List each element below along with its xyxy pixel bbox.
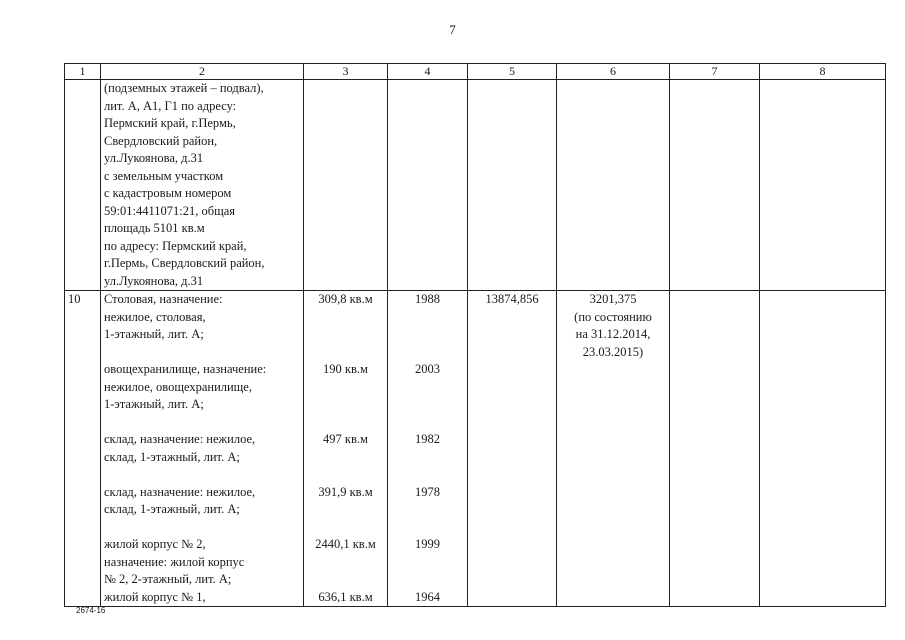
table-row [65, 80, 886, 291]
entry-year: 1982 [415, 432, 440, 446]
area-cell [304, 291, 388, 607]
entry-year: 1988 [415, 292, 440, 306]
col8-cell [760, 80, 886, 291]
entry-description: жилой корпус № 2, назначение: жилой корпус № 2, 2-этажный, лит. А; [104, 537, 245, 586]
entry-description: овощехранилище, назначение: нежилое, овощехранилище, 1-этажный, лит. А; [104, 362, 267, 411]
header-cell: 4 [388, 64, 468, 80]
cadastral-value-cell [557, 80, 670, 291]
entry-area: 309,8 кв.м [318, 292, 373, 306]
description-stack [104, 291, 300, 606]
area-stack [307, 291, 384, 606]
entry-area: 391,9 кв.м [318, 484, 373, 499]
area-cell [304, 80, 388, 291]
entry-description: склад, назначение: нежилое, склад, 1-этажный, лит. А; [104, 432, 256, 464]
year-cell [388, 80, 468, 291]
row-number-cell: 10 [65, 291, 101, 607]
value-cell [468, 80, 557, 291]
footer-code: 2674-16 [76, 606, 106, 615]
col7-cell [670, 80, 760, 291]
year-cell [388, 291, 468, 607]
cadastral-value-cell: 3201,375 (по состоянию на 31.12.2014, 23.03.2015) [557, 291, 670, 607]
entry-description: Столовая, назначение: нежилое, столовая, 1-этажный, лит. А; [104, 292, 223, 341]
header-cell: 1 [65, 64, 101, 80]
year-stack [391, 291, 464, 606]
table-row [65, 291, 886, 607]
entry-area: 636,1 кв.м [318, 589, 373, 604]
description-cell: (подземных этажей – подвал), лит. А, А1, Г1 по адресу: Пермский край, г.Пермь, Свердловский район, ул.Лукоянова, д.31 с земельным участком с кадастровым номером 59:01:4411071:21, общая площадь 5101 кв.м по адресу: Пермский край, г.Пермь, Свердловский район, ул.Лукоянова, д.31 [101, 80, 304, 291]
header-cell: 6 [557, 64, 670, 80]
entry-year: 1978 [415, 484, 440, 499]
entry-year: 1999 [415, 537, 440, 551]
entry-area: 497 кв.м [323, 432, 368, 446]
entry-year: 2003 [415, 362, 440, 376]
header-cell: 5 [468, 64, 557, 80]
page-number: 7 [449, 22, 456, 37]
col8-cell [760, 291, 886, 607]
entry-year: 1964 [415, 589, 440, 604]
header-cell: 7 [670, 64, 760, 80]
col7-cell [670, 291, 760, 607]
header-cell: 3 [304, 64, 388, 80]
header-cell: 2 [101, 64, 304, 80]
entry-area: 190 кв.м [323, 362, 368, 376]
entry-description: склад, назначение: нежилое, склад, 1-этажный, лит. А; [104, 484, 256, 516]
value-cell: 13874,856 [468, 291, 557, 607]
header-row [65, 64, 886, 80]
description-cell [101, 291, 304, 607]
header-cell: 8 [760, 64, 886, 80]
row-number-cell [65, 80, 101, 291]
entry-description: жилой корпус № 1, [104, 589, 206, 604]
entry-area: 2440,1 кв.м [315, 537, 376, 551]
property-table [64, 63, 886, 607]
